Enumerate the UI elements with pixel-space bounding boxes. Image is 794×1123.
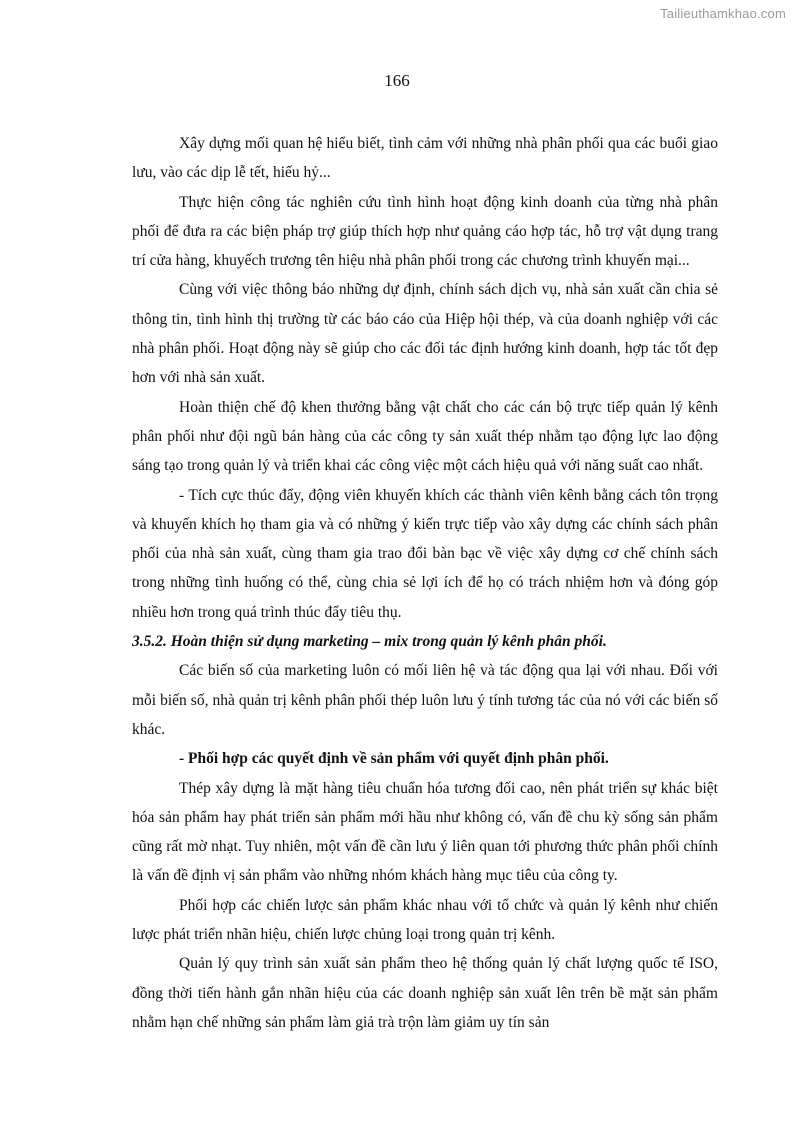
paragraph: Thực hiện công tác nghiên cứu tình hình hoạt động kinh doanh của từng nhà phân phối để đưa ra các biện pháp trợ giúp thích hợp như quảng cáo hợp tác, hỗ trợ vật dụng trang trí cửa hàng, khuyếch trương tên hiệu nhà phân phối trong các chương trình khuyến mại... xyxy=(132,193,718,270)
page-number: 166 xyxy=(384,71,410,90)
paragraph: Các biến số của marketing luôn có mối liên hệ và tác động qua lại với nhau. Đối với mỗi biến số, nhà quản trị kênh phân phối thép luôn lưu ý tính tương tác của nó với các biến số khác. xyxy=(132,662,718,738)
section-heading: 3.5.2. Hoàn thiện sử dụng marketing – mix trong quản lý kênh phân phối. xyxy=(132,633,607,651)
paragraph: Quản lý quy trình sản xuất sản phẩm theo hệ thống quản lý chất lượng quốc tế ISO, đồng thời tiến hành gắn nhãn hiệu của các doanh nghiệp sản xuất lên trên bề mặt sản phẩm nhằm hạn chế những sản phẩm làm giả trà trộn làm giảm uy tín sản xyxy=(132,955,718,1031)
paragraph: - Tích cực thúc đẩy, động viên khuyến khích các thành viên kênh bằng cách tôn trọng và khuyến khích họ tham gia và có những ý kiến trực tiếp vào xây dựng các chính sách phân phối của nhà sản xuất, cùng tham gia trao đổi bàn bạc về việc xây dựng cơ chế chính sách trong những tình huống có thể, cùng chia sẻ lợi ích để họ có trách nhiệm hơn và đóng góp nhiều hơn trong quá trình thúc đẩy tiêu thụ. xyxy=(132,486,718,621)
paragraph: Cùng với việc thông báo những dự định, chính sách dịch vụ, nhà sản xuất cần chia sẻ thông tin, tình hình thị trường từ các báo cáo của Hiệp hội thép, và của doanh nghiệp với các nhà phân phối. Hoạt động này sẽ giúp cho các đối tác định hướng kinh doanh, hợp tác tốt đẹp hơn với nhà sản xuất. xyxy=(132,281,718,387)
watermark: Tailieuthamkhao.com xyxy=(660,6,786,21)
paragraph: Hoàn thiện chế độ khen thưởng bằng vật chất cho các cán bộ trực tiếp quản lý kênh phân phối như đội ngũ bán hàng của các công ty sản xuất thép nhằm tạo động lực lao động sáng tạo trong quản lý và triển khai các công việc một cách hiệu quả với năng suất cao nhất. xyxy=(132,398,718,475)
paragraph: Phối hợp các chiến lược sản phẩm khác nhau với tổ chức và quản lý kênh như chiến lược phát triển nhãn hiệu, chiến lược chủng loại trong quản trị kênh. xyxy=(132,896,718,944)
paragraph: Thép xây dựng là mặt hàng tiêu chuẩn hóa tương đối cao, nên phát triển sự khác biệt hóa sản phẩm hay phát triển sản phẩm mới hầu như không có, vấn đề chu kỳ sống sản phẩm cũng rất mờ nhạt. Tuy nhiên, một vấn đề cần lưu ý liên quan tới phương thức phân phối chính là vấn đề định vị sản phẩm vào những nhóm khách hàng mục tiêu của công ty. xyxy=(132,779,718,885)
body-text xyxy=(132,129,718,1037)
paragraph: Xây dựng mối quan hệ hiểu biết, tình cảm với những nhà phân phối qua các buổi giao lưu, vào các dịp lễ tết, hiếu hỷ... xyxy=(132,135,718,182)
subheading: - Phối hợp các quyết định về sản phẩm với quyết định phân phối. xyxy=(179,750,609,768)
